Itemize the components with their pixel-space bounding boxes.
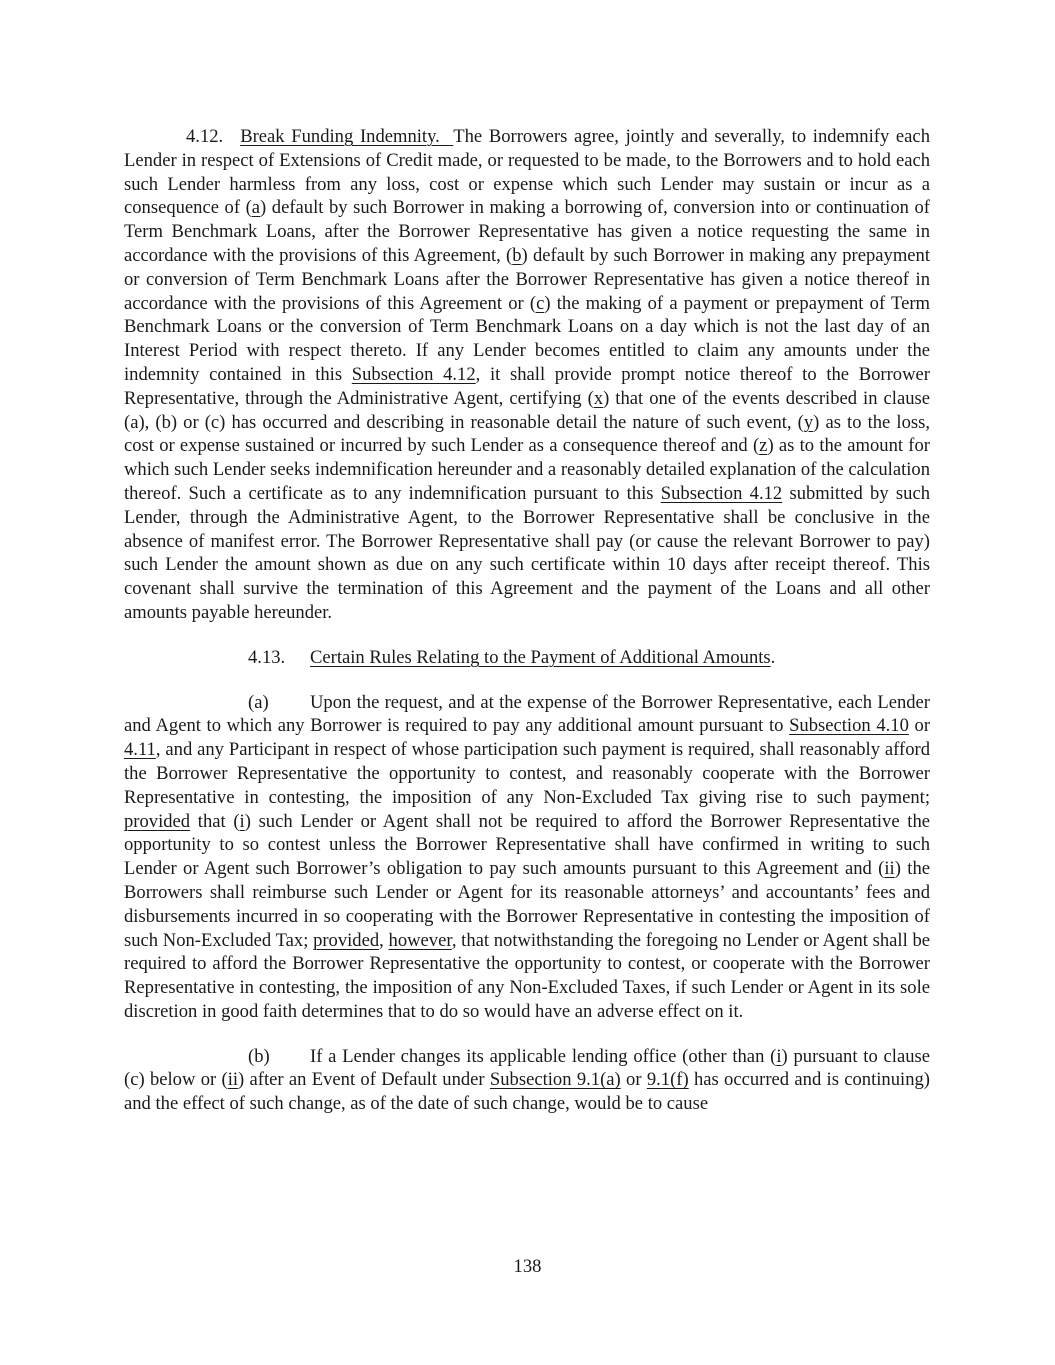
provided-term: provided xyxy=(124,810,191,832)
clause-ref-b: b xyxy=(512,244,522,266)
provided-term: provided xyxy=(313,929,380,951)
section-4-12-paragraph: 4.12. Break Funding Indemnity. The Borrowers agree, jointly and severally, to indemnify each Lender in respect of Extensions of Credit made, or requested to be made, to the Borrowers and to hold each such Lender harmless from any loss, cost or expense which such Lender may sustain or incur as a consequence of (a) default by such Borrower in making a borrowing of, conversion into or continuation of Term Benchmark Loans, after the Borrower Representative has given a notice requesting the same in accordance with the provisions of this Agreement, (b) default by such Borrower in making any prepayment or conversion of Term Benchmark Loans after the Borrower Representative has given a notice thereof in accordance with the provisions of this Agreement or (c) the making of a payment or prepayment of Term Benchmark Loans or the conversion of Term Benchmark Loans on a day which is not the last day of an Interest Period with respect thereto. If any Lender becomes entitled to claim any amounts under the indemnity contained in this Subsection 4.12, it shall provide prompt notice thereof to the Borrower Representative, through the Administrative Agent, certifying (x) that one of the events described in clause (a), (b) or (c) has occurred and describing in reasonable detail the nature of such event, (y) as to the loss, cost or expense sustained or incurred by such Lender as a consequence thereof and (z) as to the amount for which such Lender seeks indemnification hereunder and a reasonably detailed explanation of the calculation thereof. Such a certificate as to any indemnification pursuant to this Subsection 4.12 submitted by such Lender, through the Administrative Agent, to the Borrower Representative shall be conclusive in the absence of manifest error. The Borrower Representative shall pay (or cause the relevant Borrower to pay) such Lender the amount shown as due on any such certificate within 10 days after receipt thereof. This covenant shall survive the termination of this Agreement and the payment of the Loans and all other amounts payable hereunder. xyxy=(124,126,930,623)
cross-reference: Subsection 4.10 xyxy=(789,715,909,737)
cross-reference: Subsection 4.12 xyxy=(351,363,476,385)
section-4-12-number: 4.12. xyxy=(186,126,224,147)
however-term: however xyxy=(388,929,452,951)
section-4-13-heading: 4.13. Certain Rules Relating to the Payment of Additional Amounts. xyxy=(248,646,776,668)
clause-ref-y: y xyxy=(803,411,814,433)
cross-reference: 9.1(f) xyxy=(646,1069,689,1091)
clause-ref-c: c xyxy=(536,292,545,314)
section-4-12-title: Break Funding Indemnity. xyxy=(240,126,440,147)
clause-ref-x: x xyxy=(593,387,604,409)
cross-reference: Subsection 9.1(a) xyxy=(489,1069,621,1091)
paragraph-b-label: (b) xyxy=(248,1045,270,1067)
clause-ref-ii: ii xyxy=(227,1069,239,1091)
cross-reference: Subsection 4.12 xyxy=(660,482,783,504)
page-number: 138 xyxy=(513,1256,542,1277)
clause-ref-z: z xyxy=(759,435,768,457)
clause-ref-i: i xyxy=(239,810,245,832)
clause-ref-ii: ii xyxy=(884,858,895,880)
clause-ref-a: a xyxy=(251,197,261,219)
paragraph-b: (b) If a Lender changes its applicable lending office (other than (i) pursuant to clause (c) below or (ii) after an Event of Default under Subsection 9.1(a) or 9.1(f) has occurred and is continuing) and the effect of such change, as of the date of such change, would be to cause xyxy=(124,1045,931,1115)
section-4-13-number: 4.13. xyxy=(248,646,286,668)
clause-ref-i: i xyxy=(776,1045,782,1067)
section-4-13-title: Certain Rules Relating to the Payment of Additional Amounts xyxy=(310,646,771,668)
cross-reference: 4.11 xyxy=(124,739,156,761)
document-page xyxy=(124,125,930,1116)
paragraph-a: (a) Upon the request, and at the expense of the Borrower Representative, each Lender and Agent to which any Borrower is required to pay any additional amount pursuant to Subsection 4.10 or 4.11, and any Participant in respect of whose participation such payment is required, shall reasonably afford the Borrower Representative the opportunity to contest, and reasonably cooperate with the Borrower Representative in contesting, the imposition of any Non-Excluded Tax giving rise to such payment; provided that (i) such Lender or Agent shall not be required to afford the Borrower Representative the opportunity to so contest unless the Borrower Representative shall have confirmed in writing to such Lender or Agent such Borrower’s obligation to pay such amounts pursuant to this Agreement and (ii) the Borrowers shall reimburse such Lender or Agent for its reasonable attorneys’ and accountants’ fees and disbursements incurred in so cooperating with the Borrower Representative in contesting the imposition of such Non-Excluded Tax; provided, however, that notwithstanding the foregoing no Lender or Agent shall be required to afford the Borrower Representative the opportunity to contest, or cooperate with the Borrower Representative in contesting, the imposition of any Non-Excluded Taxes, if such Lender or Agent in its sole discretion in good faith determines that to do so would have an adverse effect on it. xyxy=(124,691,931,1022)
paragraph-a-label: (a) xyxy=(248,691,269,713)
